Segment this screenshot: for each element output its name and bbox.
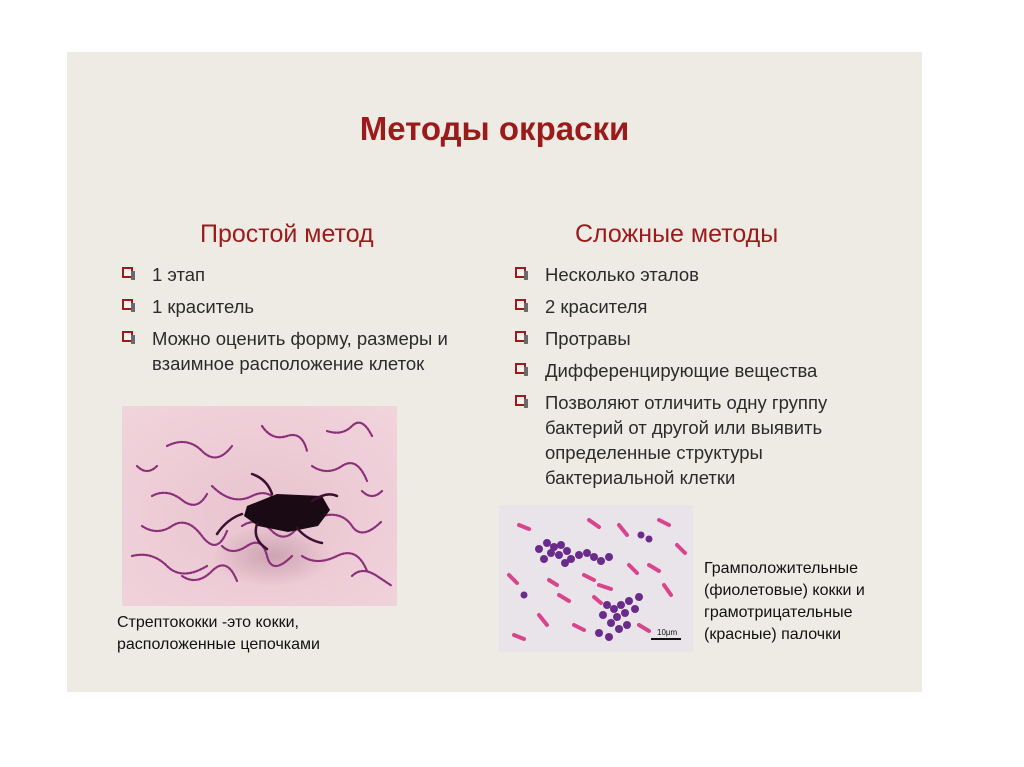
square-bullet-icon	[515, 363, 526, 374]
square-bullet-icon	[515, 299, 526, 310]
list-item: Дифференцирующие вещества	[515, 358, 885, 383]
simple-method-heading: Простой метод	[200, 220, 374, 248]
complex-methods-list	[515, 262, 885, 497]
slide-title: Методы окраски	[359, 110, 630, 147]
simple-method-list	[122, 262, 482, 383]
square-bullet-icon	[515, 395, 526, 406]
streptococci-image	[122, 406, 397, 606]
streptococci-caption: Стрептококки -это кокки, расположенные цепочками	[117, 614, 320, 653]
square-bullet-icon	[122, 299, 133, 310]
square-bullet-icon	[515, 331, 526, 342]
list-item: Позволяют отличить одну группу бактерий от другой или выявить определенные структуры бактериальной клетки	[515, 390, 885, 490]
gram-stain-image	[499, 505, 693, 652]
gram-stain-caption: Грамположительные (фиолетовые) кокки и грамотрицательные (красные) палочки	[704, 560, 865, 643]
complex-methods-heading: Сложные методы	[575, 220, 779, 248]
list-item: Несколько эталов	[515, 262, 885, 287]
streptococci-micrograph	[122, 406, 397, 606]
list-item: Можно оценить форму, размеры и взаимное расположение клеток	[122, 326, 482, 376]
list-item: 1 этап	[122, 262, 482, 287]
list-item: 1 краситель	[122, 294, 482, 319]
square-bullet-icon	[122, 331, 133, 342]
list-item: Протравы	[515, 326, 885, 351]
scale-label: 10μm	[657, 628, 678, 637]
square-bullet-icon	[515, 267, 526, 278]
slide	[67, 52, 922, 692]
gram-stain-micrograph	[499, 505, 693, 652]
list-item: 2 красителя	[515, 294, 885, 319]
square-bullet-icon	[122, 267, 133, 278]
